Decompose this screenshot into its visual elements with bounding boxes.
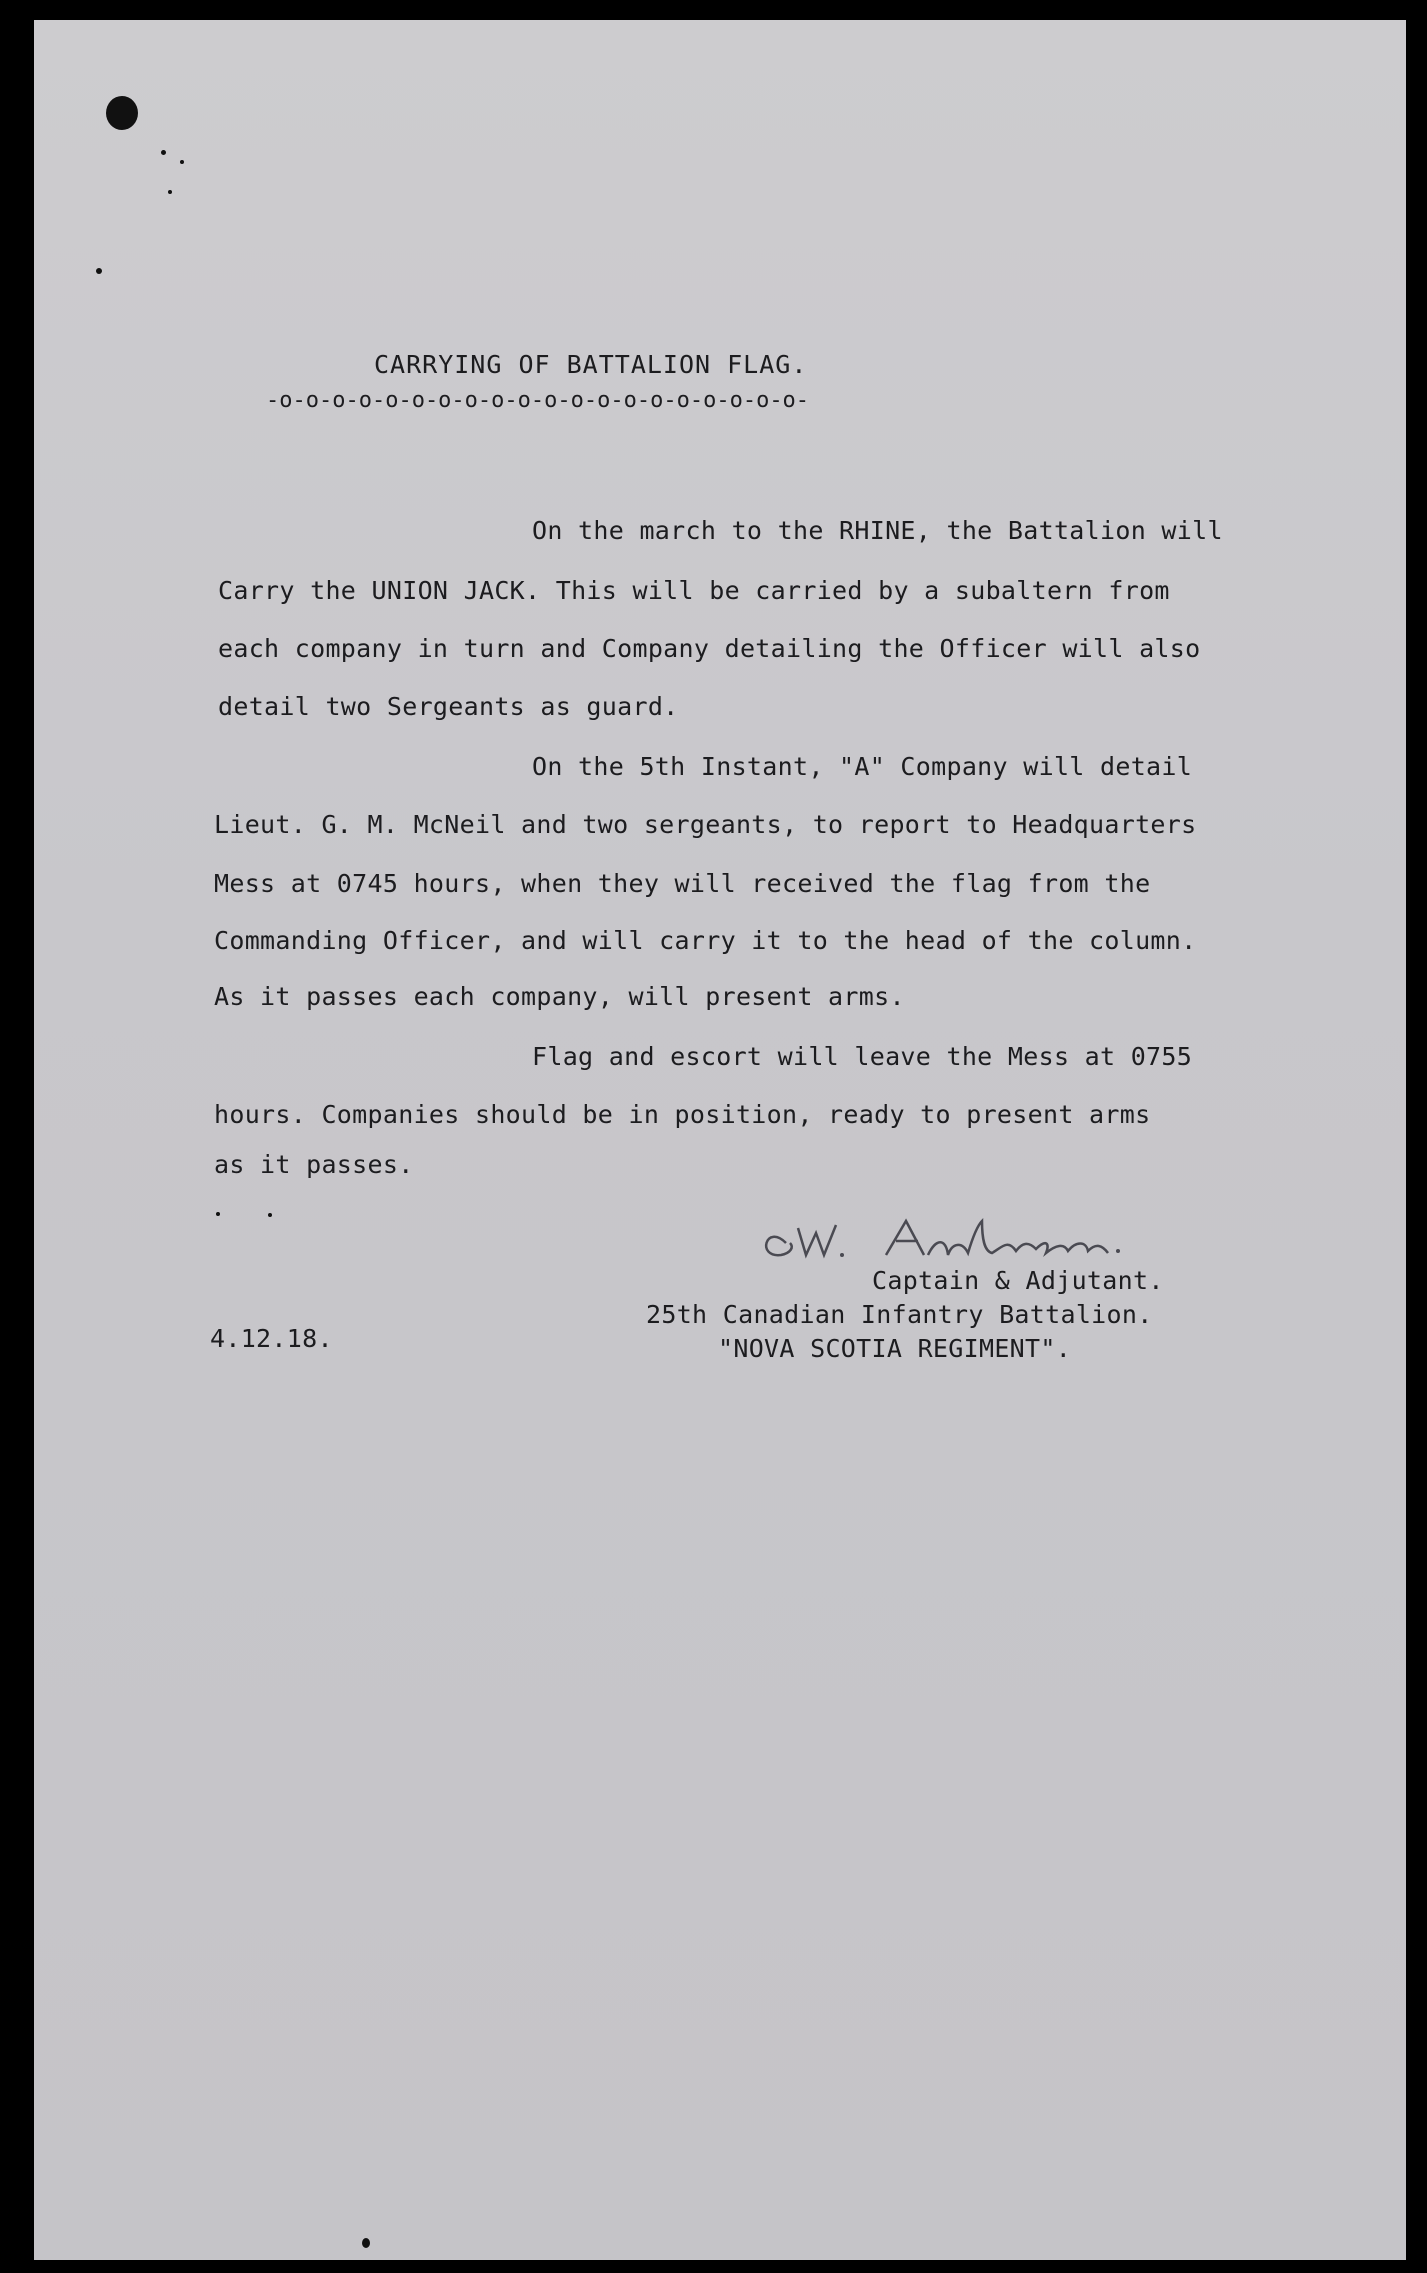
signatory-rank: Captain & Adjutant.: [872, 1266, 1164, 1295]
ink-speck: [216, 1212, 220, 1216]
ink-speck: [96, 268, 102, 274]
body-line-12: as it passes.: [214, 1150, 414, 1179]
body-line-7: Mess at 0745 hours, when they will received the flag from the: [214, 869, 1151, 898]
title-underline-rule: -o-o-o-o-o-o-o-o-o-o-o-o-o-o-o-o-o-o-o-o-: [266, 388, 810, 413]
ink-speck: [168, 190, 172, 194]
document-date: 4.12.18.: [210, 1324, 333, 1353]
body-line-10: Flag and escort will leave the Mess at 0755: [532, 1042, 1193, 1071]
body-line-9: As it passes each company, will present arms.: [214, 982, 905, 1011]
body-line-5: On the 5th Instant, "A" Company will detail: [532, 752, 1193, 781]
body-line-8: Commanding Officer, and will carry it to the head of the column.: [214, 926, 1197, 955]
body-line-2: Carry the UNION JACK. This will be carried by a subaltern from: [218, 576, 1170, 605]
ink-speck: [180, 160, 184, 164]
body-line-1: On the march to the RHINE, the Battalion will: [532, 516, 1223, 545]
signatory-unit: 25th Canadian Infantry Battalion.: [646, 1300, 1153, 1329]
ink-speck: [362, 2238, 370, 2248]
ink-speck: [268, 1213, 272, 1217]
signatory-regiment: "NOVA SCOTIA REGIMENT".: [718, 1334, 1072, 1363]
body-line-3: each company in turn and Company detailing the Officer will also: [218, 634, 1201, 663]
document-sheet: [34, 20, 1406, 2260]
body-line-4: detail two Sergeants as guard.: [218, 692, 679, 721]
body-line-11: hours. Companies should be in position, ready to present arms: [214, 1100, 1151, 1129]
body-line-6: Lieut. G. M. McNeil and two sergeants, to report to Headquarters: [214, 810, 1197, 839]
document-title: CARRYING OF BATTALION FLAG.: [374, 350, 808, 379]
punch-hole: [106, 96, 138, 130]
handwritten-signature: [746, 1203, 1246, 1273]
ink-speck: [161, 150, 166, 155]
